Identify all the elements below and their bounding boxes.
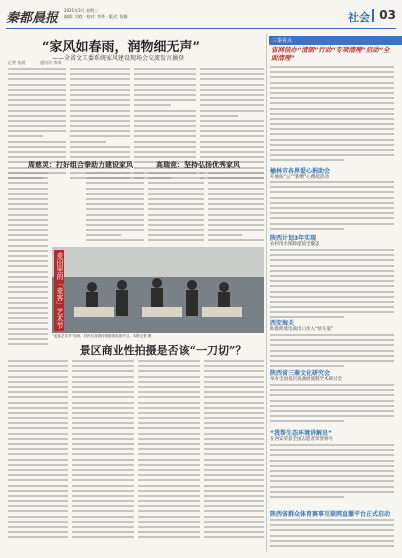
right-item-2-sub: 农村用水保障提质全覆盖 — [270, 242, 320, 247]
right-text-block-1 — [270, 66, 394, 165]
page-number: 03 — [379, 8, 396, 22]
header-date: 2021年3月 星期三 — [64, 8, 98, 13]
article-col-7 — [148, 172, 204, 245]
right-item-5-sub: 在西安荣获全国志愿者荣誉称号 — [270, 437, 333, 442]
right-text-block-4 — [270, 334, 394, 370]
right-stamp-headline: 省网信办“清朗”行动“专项清理”启动“全面清理” — [271, 46, 390, 62]
right-item-3-sub: 助推跨境电商出口步入“快车道” — [270, 327, 334, 332]
main-subhead: ——全省文工委系统家风建设现场会交流发言摘登 — [52, 55, 185, 62]
right-text-block-6 — [270, 444, 394, 501]
right-item-4-title: 陕西省三秦文化研究会 — [270, 370, 331, 377]
header-meta — [64, 8, 204, 20]
sub-headline-2: 高瑞竞：坚持弘扬优秀家风 — [156, 161, 240, 169]
article2-col-1 — [8, 360, 68, 542]
article2-col-2 — [72, 360, 134, 542]
article-col-6 — [86, 172, 144, 245]
page-divider-bar — [372, 9, 374, 22]
page-header — [6, 6, 396, 29]
right-item-2-title: 陕西计划3年实现 — [270, 235, 317, 242]
right-item-3-title: 西安海关 — [270, 320, 295, 327]
right-item-5-title: “我帮生态环境讲解员” — [270, 430, 332, 437]
column-divider — [266, 34, 267, 552]
right-item-1-title: 榆林市各界爱心捐助会 — [270, 168, 331, 175]
photo-caption: “麦客艺术节”现场，村民们身着传统服饰表演节目。本报记者 摄 — [52, 334, 152, 338]
section-name: 社会 — [348, 11, 370, 24]
article2-col-3 — [138, 360, 200, 542]
right-item-6-title: 陕西省群众体育赛事互联网直播平台正式启动 — [270, 511, 391, 518]
right-item-4-sub: 举办全国基层戏曲展演暨学术研讨会 — [270, 377, 342, 382]
news-photo — [52, 247, 264, 333]
byline-1: 记者 张晨 — [8, 60, 26, 65]
news-photo-graphic — [52, 247, 264, 333]
right-text-block-7 — [270, 519, 394, 550]
photo-vertical-title: 麦田里的「麦客」艺术节 — [56, 252, 64, 329]
masthead: 秦都晨报 — [6, 11, 59, 26]
article2-col-4 — [204, 360, 264, 542]
sub-headline-1: 周慈灵：打好组合拳助力建设家风 — [28, 161, 133, 169]
right-text-block-3 — [270, 249, 394, 322]
header-credits: 编辑: 刘欣 · 校对: 李华 · 版式: 张颖 — [64, 14, 128, 19]
article-col-5 — [8, 172, 48, 348]
byline-2: 通讯员 李涛 — [40, 60, 62, 65]
right-section-label: 三秦看点 — [269, 36, 402, 45]
right-item-1-sub: 开展扶“公”“新赠”心理疏活动 — [270, 175, 329, 180]
article-col-8 — [208, 172, 264, 245]
second-headline: 景区商业性拍摄是否该“一刀切”？ — [79, 344, 247, 357]
right-text-block-5 — [270, 384, 394, 426]
main-headline: “家风如春雨，润物细无声” — [42, 40, 200, 55]
right-text-block-2 — [270, 181, 394, 233]
